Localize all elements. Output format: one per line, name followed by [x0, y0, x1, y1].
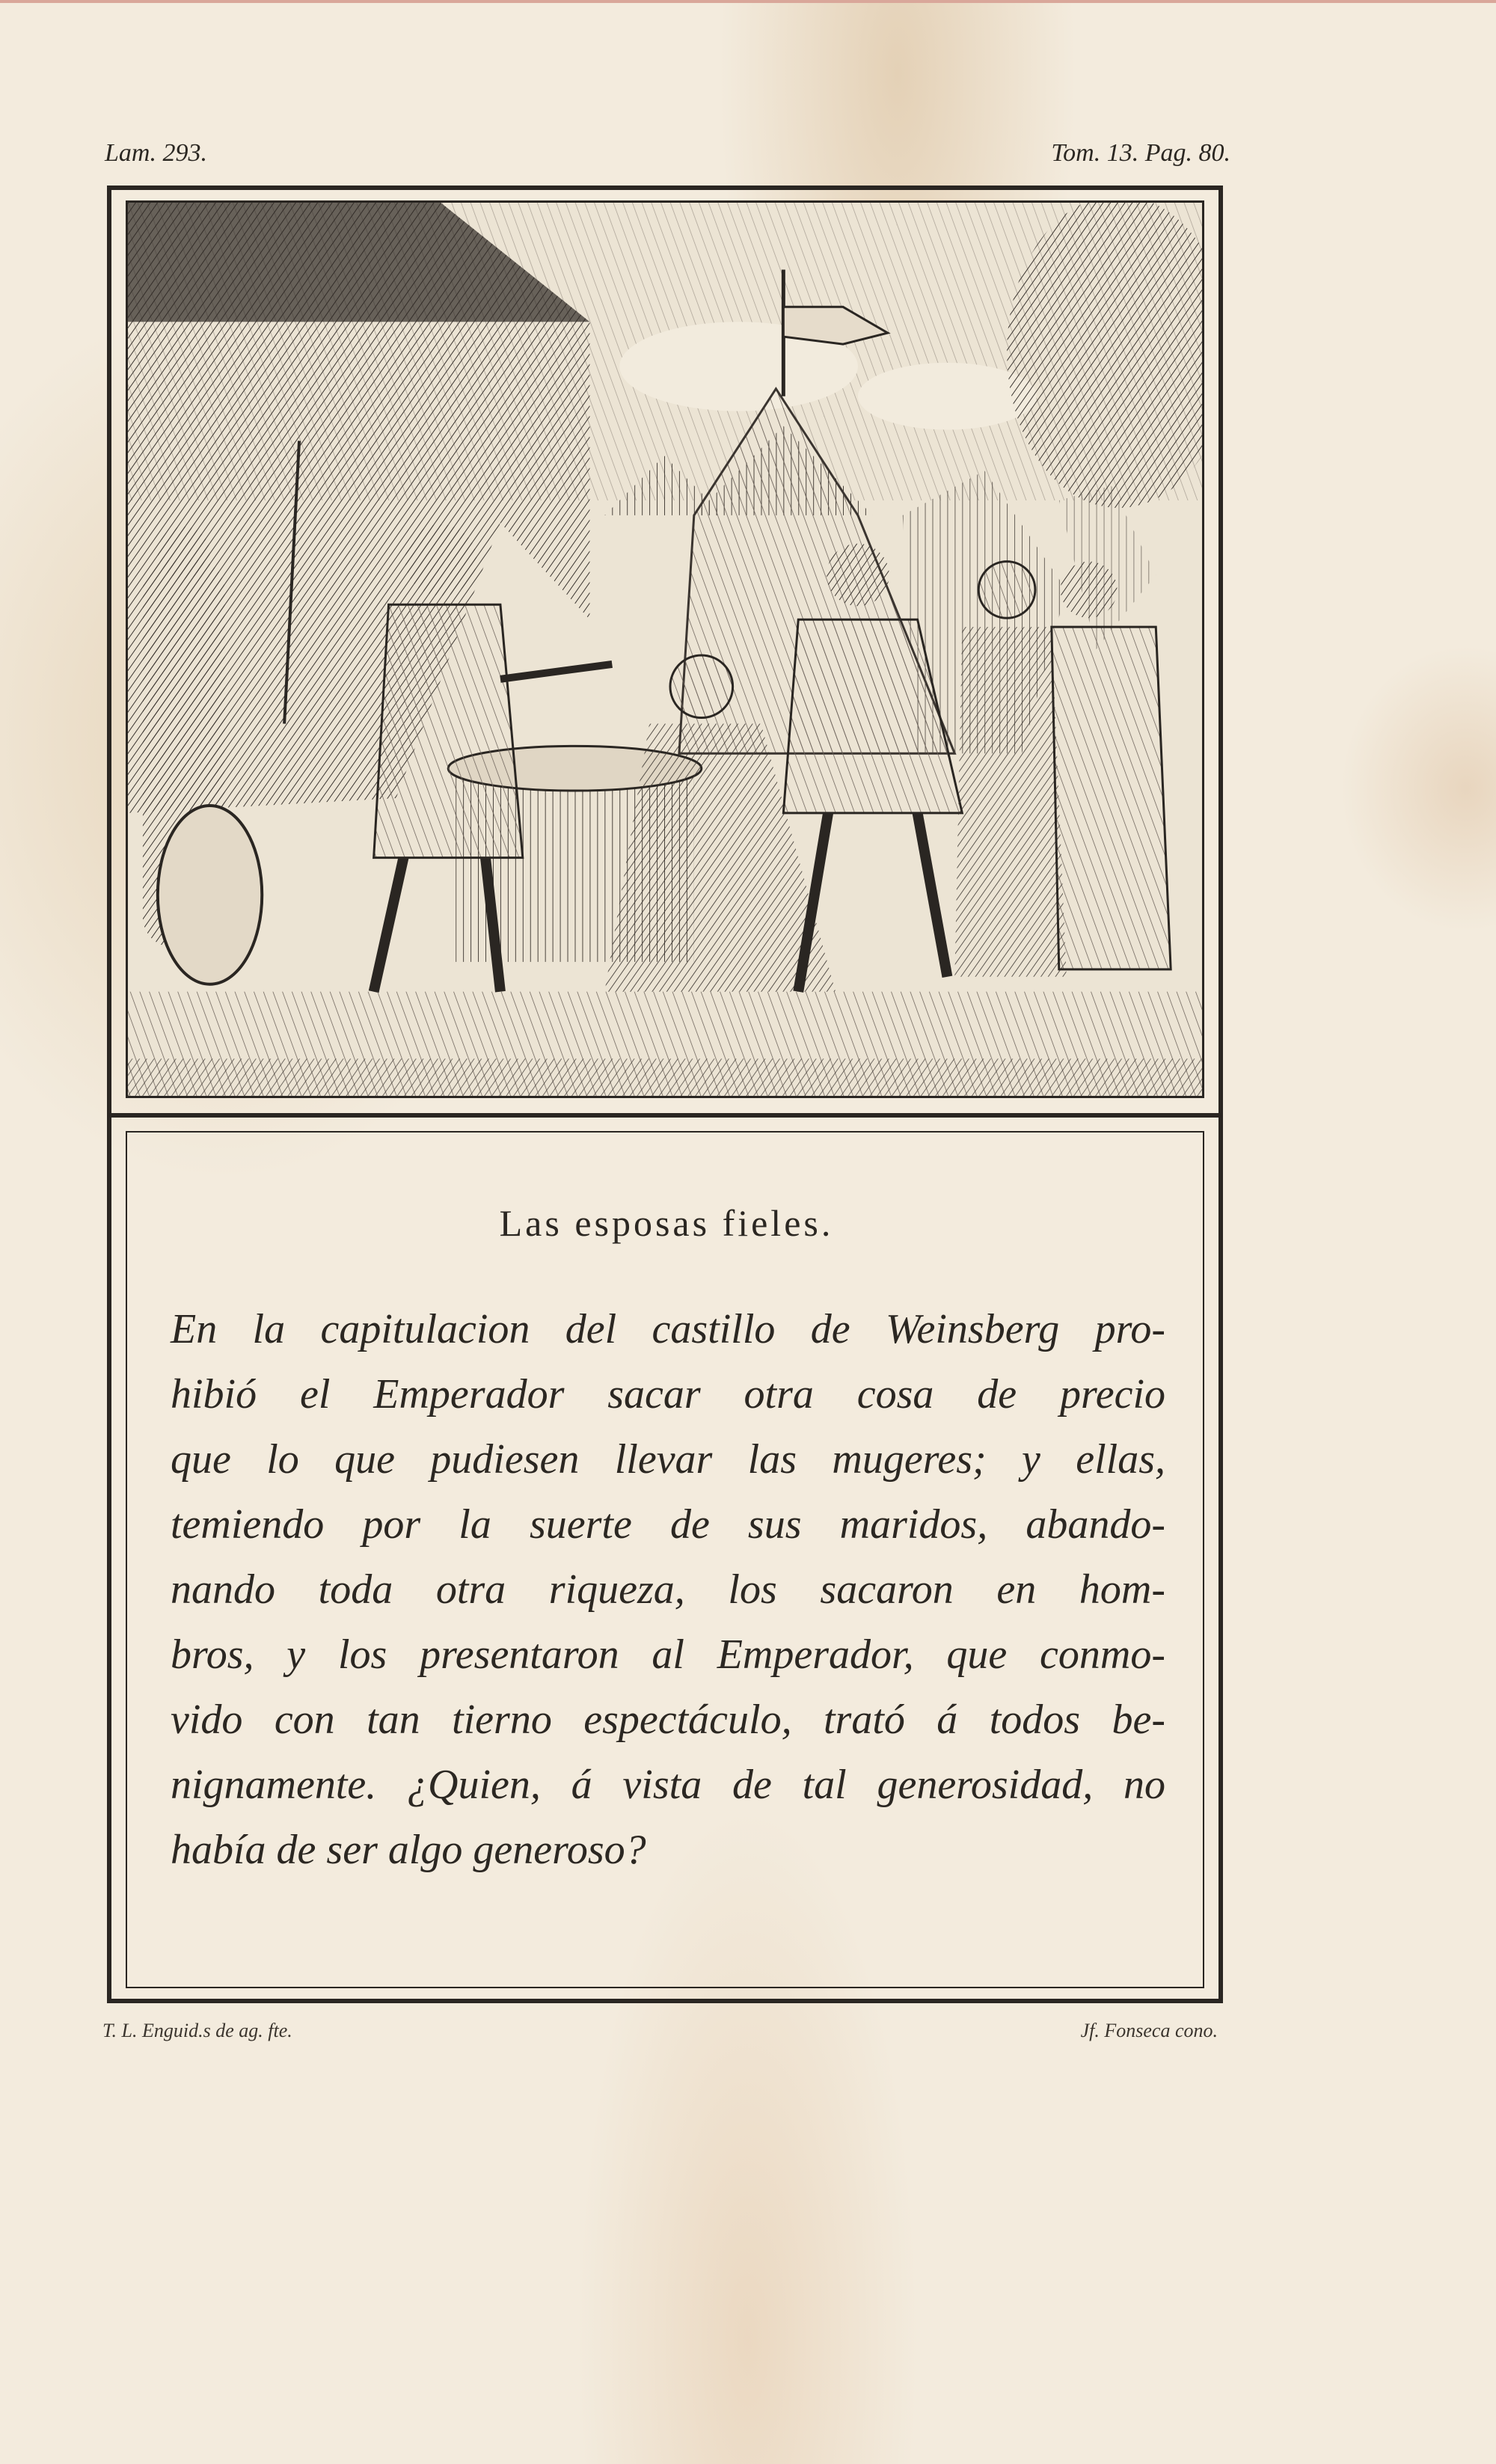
- caption-line: había de ser algo generoso?: [171, 1827, 646, 1873]
- caption-line: bros, y los presentaron al Emperador, que conmo-: [171, 1631, 1165, 1678]
- plate-divider: [107, 1113, 1223, 1118]
- caption-line: temiendo por la suerte de sus maridos, abando-: [171, 1501, 1165, 1548]
- engraving-illustration: [126, 200, 1204, 1098]
- engraving-scene: [128, 203, 1202, 1096]
- caption-title: Las esposas fieles.: [499, 1202, 834, 1244]
- caption-line: nando toda otra riqueza, los sacaron en hom-: [171, 1566, 1165, 1613]
- corrector-credit: Jf. Fonseca cono.: [1080, 2020, 1218, 2041]
- caption-panel: [126, 1131, 1204, 1988]
- caption-line: vido con tan tierno espectáculo, trató á todos be-: [171, 1697, 1165, 1743]
- top-edge: [0, 0, 1496, 3]
- plate-number: Lam. 293.: [105, 139, 207, 167]
- caption-line: que lo que pudiesen llevar las mugeres; y ellas,: [171, 1436, 1165, 1483]
- caption-body: [171, 1297, 1165, 1883]
- caption-line: En la capitulacion del castillo de Weinsberg pro-: [171, 1306, 1165, 1352]
- caption-line: nignamente. ¿Quien, á vista de tal generosidad, no: [171, 1762, 1165, 1808]
- engraver-credit: T. L. Enguid.s de ag. fte.: [102, 2020, 292, 2041]
- caption-line: hibió el Emperador sacar otra cosa de precio: [171, 1371, 1165, 1418]
- volume-page-reference: Tom. 13. Pag. 80.: [1051, 139, 1230, 167]
